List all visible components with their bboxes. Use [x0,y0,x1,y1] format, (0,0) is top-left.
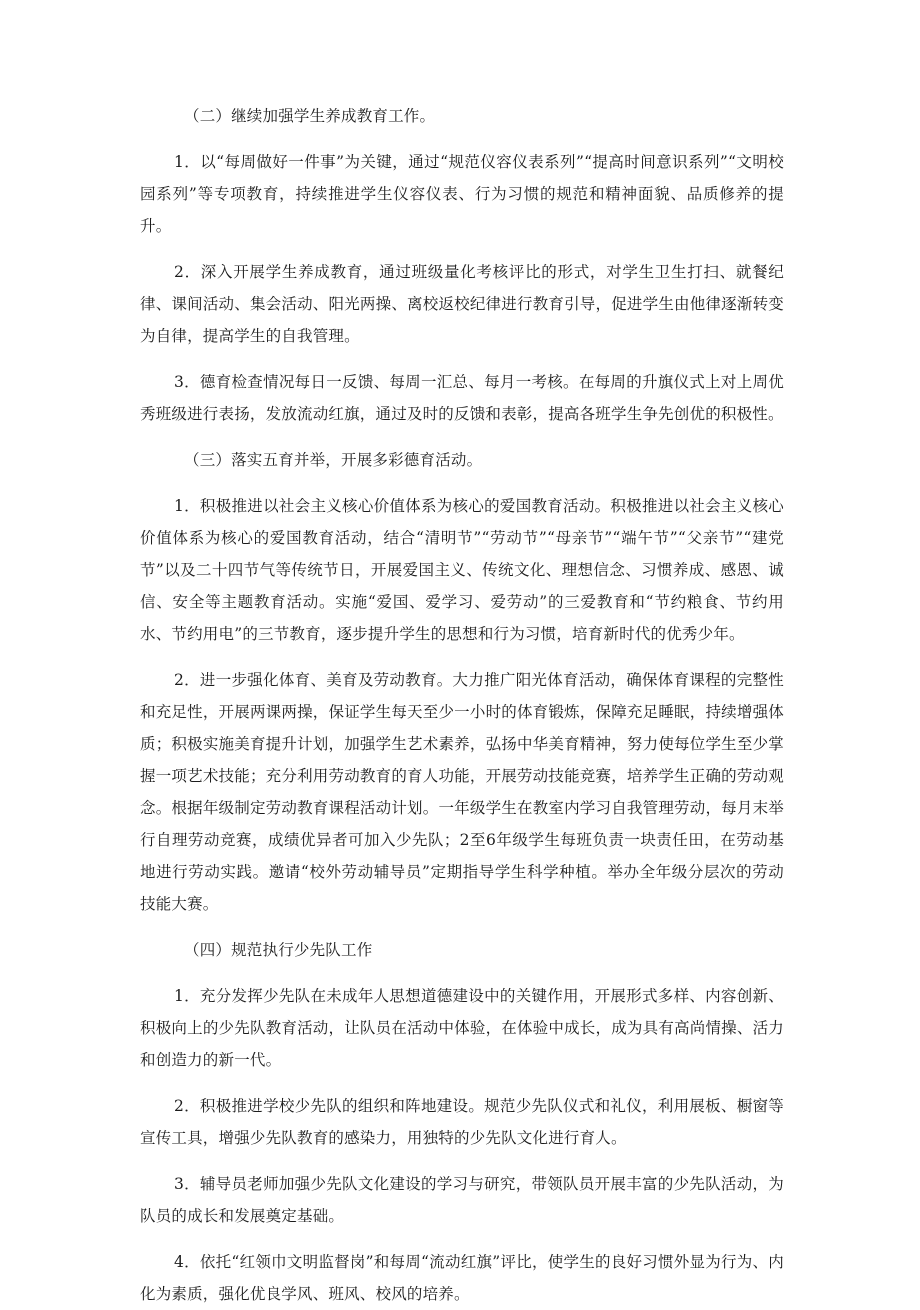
paragraph: 1．积极推进以社会主义核心价值体系为核心的爱国教育活动。积极推进以社会主义核心价值体系为核心的爱国教育活动，结合“清明节”“劳动节”“母亲节”“端午节”“父亲节”“建党节”以及二十四节气等传统节日，开展爱国主义、传统文化、理想信念、习惯养成、感恩、诚信、安全等主题教育活动。实施“爱国、爱学习、爱劳动”的三爱教育和“节约粮食、节约用水、节约用电”的三节教育，逐步提升学生的思想和行为习惯，培育新时代的优秀少年。 [140,497,784,643]
paragraph: 3．辅导员老师加强少先队文化建设的学习与研究，带领队员开展丰富的少先队活动，为队员的成长和发展奠定基础。 [140,1175,784,1225]
section-heading: （四）规范执行少先队工作 [184,941,373,959]
paragraph: 3．德育检查情况每日一反馈、每周一汇总、每月一考核。在每周的升旗仪式上对上周优秀班级进行表扬，发放流动红旗，通过及时的反馈和表彰，提高各班学生争先创优的积极性。 [140,373,784,423]
section-heading: （二）继续加强学生养成教育工作。 [184,107,436,125]
paragraph: 1．充分发挥少先队在未成年人思想道德建设中的关键作用，开展形式多样、内容创新、积极向上的少先队教育活动，让队员在活动中体验，在体验中成长，成为具有高尚情操、活力和创造力的新一代。 [140,987,784,1069]
section-heading: （三）落实五育并举，开展多彩德育活动。 [184,451,483,469]
document-page [140,100,784,1310]
paragraph: 2．进一步强化体育、美育及劳动教育。大力推广阳光体育活动，确保体育课程的完整性和充足性，开展两课两操，保证学生每天至少一小时的体育锻炼，保障充足睡眠，持续增强体质；积极实施美育提升计划，加强学生艺术素养，弘扬中华美育精神，努力使每位学生至少掌握一项艺术技能；充分利用劳动教育的育人功能，开展劳动技能竞赛，培养学生正确的劳动观念。根据年级制定劳动教育课程活动计划。一年级学生在教室内学习自我管理劳动，每月末举行自理劳动竞赛，成绩优异者可加入少先队；2至6年级学生每班负责一块责任田，在劳动基地进行劳动实践。邀请“校外劳动辅导员”定期指导学生科学种植。举办全年级分层次的劳动技能大赛。 [140,671,784,913]
paragraph: 2．深入开展学生养成教育，通过班级量化考核评比的形式，对学生卫生打扫、就餐纪律、课间活动、集会活动、阳光两操、离校返校纪律进行教育引导，促进学生由他律逐渐转变为自律，提高学生的自我管理。 [140,263,784,345]
paragraph: 1．以“每周做好一件事”为关键，通过“规范仪容仪表系列”“提高时间意识系列”“文明校园系列”等专项教育，持续推进学生仪容仪表、行为习惯的规范和精神面貌、品质修养的提升。 [140,153,784,235]
paragraph: 4．依托“红领巾文明监督岗”和每周“流动红旗”评比，使学生的良好习惯外显为行为、内化为素质，强化优良学风、班风、校风的培养。 [140,1253,784,1303]
paragraph: 2．积极推进学校少先队的组织和阵地建设。规范少先队仪式和礼仪，利用展板、橱窗等宣传工具，增强少先队教育的感染力，用独特的少先队文化进行育人。 [140,1097,784,1147]
